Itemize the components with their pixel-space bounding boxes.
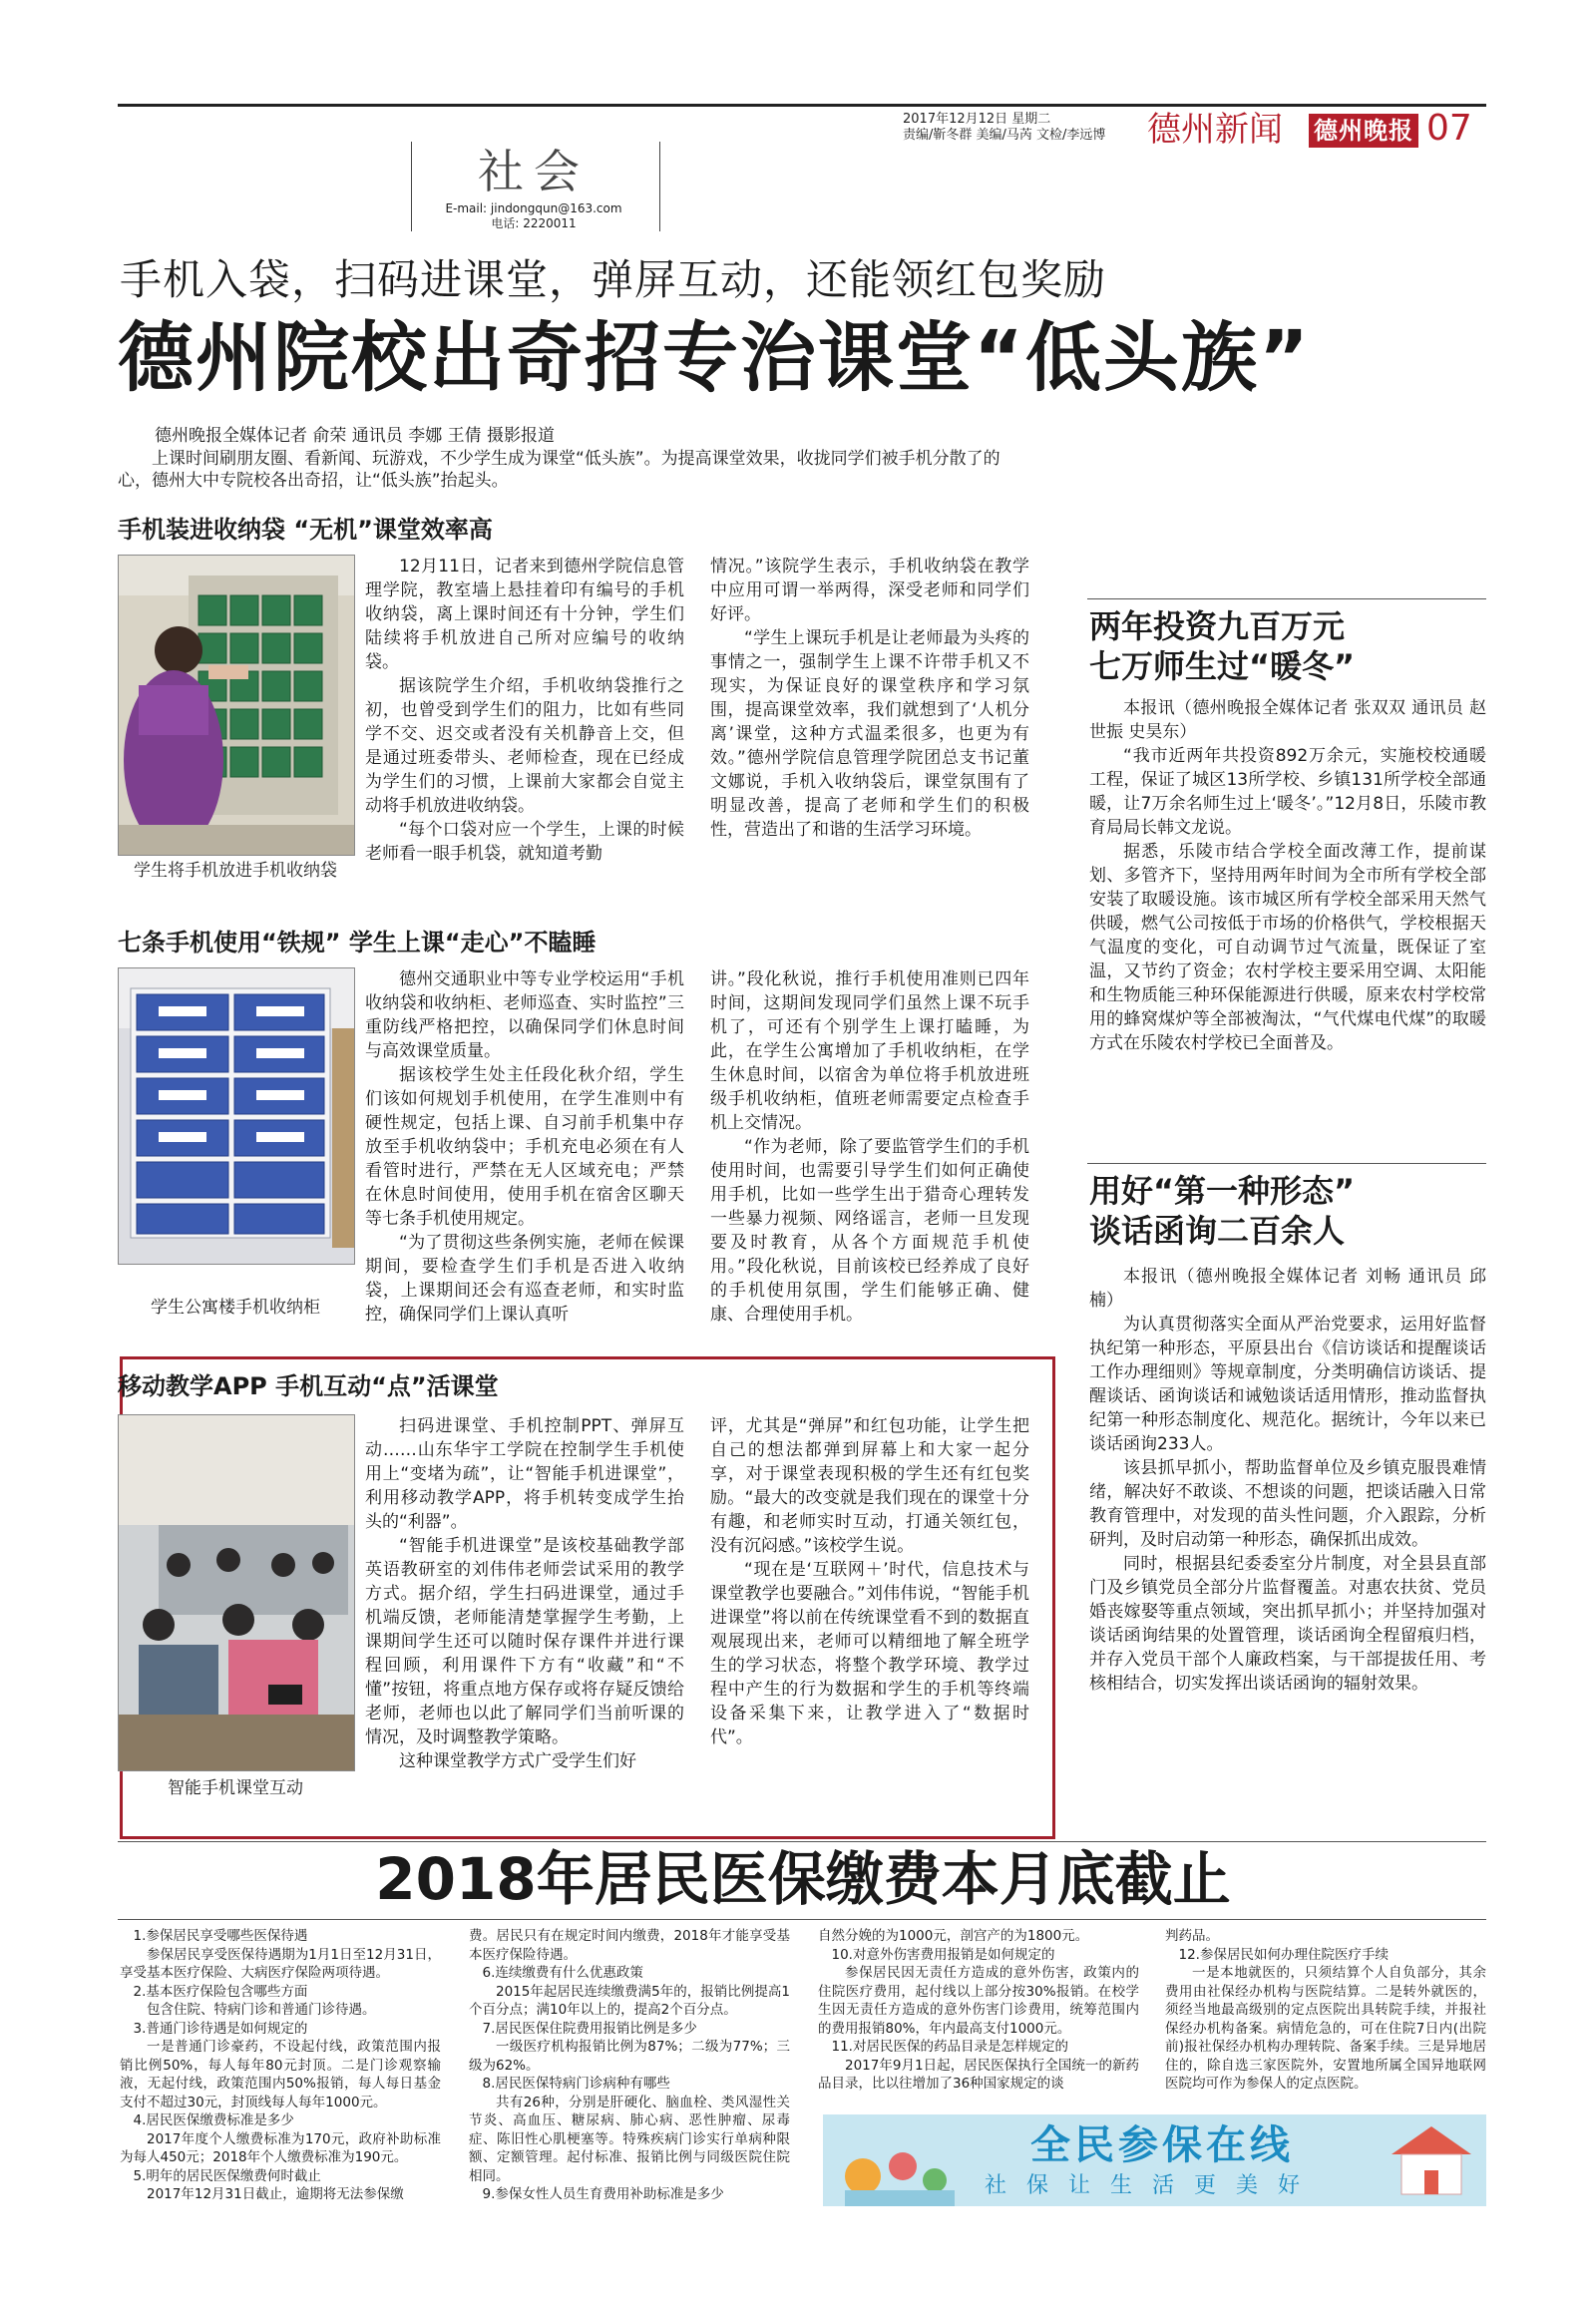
- s2-photo-lockers: [118, 967, 355, 1265]
- article-kicker: 手机入袋，扫码进课堂，弹屏互动，还能领红包奖励: [120, 255, 1107, 304]
- s3-column-1: [365, 1414, 684, 1773]
- b3-a0: 自然分娩的为1000元，剖宫产的为1800元。: [818, 1928, 1089, 1944]
- b3-q2: 11.对居民医保的药品目录是怎样规定的: [831, 2039, 1068, 2055]
- b1-a2: 包含住院、特病门诊和普通门诊待遇。: [147, 2002, 376, 2018]
- s2-c2-p1: 讲。”段化秋说，推行手机使用准则已四年时间，这期间发现同学们虽然上课不玩手机了，可还有个别学生上课打瞌睡，为此，在学生公寓增加了手机收纳柜，在学生休息时间，以宿舍为单位将手机放进班级手机收纳柜，值班老师需要定点检查手机上交情况。: [710, 969, 1029, 1133]
- s1-column-1: [365, 555, 684, 866]
- newspaper-logo: 德州晚报: [1309, 114, 1418, 148]
- article-byline: 德州晚报全媒体记者 俞荣 通讯员 李娜 王倩 摄影报道: [155, 426, 556, 446]
- s3-photo-caption: 智能手机课堂互动: [168, 1778, 303, 1798]
- s2-column-2: [710, 967, 1029, 1327]
- b4-q1: 12.参保居民如何办理住院医疗手续: [1178, 1946, 1389, 1963]
- s3-c2-p1: 评，尤其是“弹屏”和红包功能，让学生把自己的想法都弹到屏幕上和大家一起分享，对于课堂表现积极的学生还有红包奖励。“最大的改变就是我们现在的课堂十分有趣，和老师实时互动，打通关领红包，没有沉闷感。”该校学生说。: [710, 1416, 1029, 1556]
- bottom-headline-rule: [118, 1919, 1486, 1920]
- s2-c1-p3: “为了贯彻这些条例实施，老师在候课期间，要检查学生们手机是否进入收纳袋，上课期间还会有巡查老师，和实时监控，确保同学们上课认真听: [365, 1233, 684, 1325]
- b1-a1: 参保居民享受医保待遇期为1月1日至12月31日，享受基本医疗保险、大病医疗保险两项待遇。: [120, 1946, 441, 1981]
- b1-q2: 2.基本医疗保险包含哪些方面: [133, 1983, 308, 2000]
- b1-q3: 3.普通门诊待遇是如何规定的: [133, 2020, 308, 2037]
- bottom-column-1: [120, 1927, 441, 2204]
- b3-a1: 参保居民因无责任方造成的意外伤害，政策内的住院医疗费用，起付线以上部分按30%报销。在校学生因无责任方造成的意外伤害门诊费用，统筹范围内的费用报销80%，年内最高支付1000元。: [818, 1965, 1139, 2037]
- bottom-column-3: [818, 1927, 1139, 2094]
- article-intro: 上课时间刷朋友圈、看新闻、玩游戏，不少学生成为课堂“低头族”。为提高课堂效果，收拢同学们被手机分散了的心，德州大中专院校各出奇招，让“低头族”抬起头。: [118, 449, 1000, 491]
- section-email[interactable]: E-mail: jindongqun@163.com: [445, 201, 622, 215]
- s1-c1-p1: 12月11日，记者来到德州学院信息管理学院，教室墙上悬挂着印有编号的手机收纳袋，离上课时间还有十分钟，学生们陆续将手机放进自己所对应编号的收纳袋。: [365, 557, 684, 672]
- s3-c2-p2: “现在是‘互联网＋’时代，信息技术与课堂教学也要融合。”刘伟伟说，“智能手机进课堂”将以前在传统课堂看不到的数据直观展现出来，老师可以精细地了解全班学生的学习状态，将整个教学环境、教学过程中产生的行为数据和学生的手机等终端设备采集下来，让教学进入了“数据时代”。: [710, 1560, 1029, 1747]
- side1-title-line1: 两年投资九百万元: [1089, 607, 1346, 645]
- s1-photo-caption: 学生将手机放进手机收纳袋: [134, 861, 337, 881]
- s3-c1-p3: 这种课堂教学方式广受学生们好: [399, 1751, 636, 1771]
- bottom-column-2: [469, 1927, 790, 2204]
- side2-top-rule: [1087, 1163, 1486, 1164]
- article-headline: 德州院校出奇招专治课堂“低头族”: [118, 313, 1311, 402]
- s1-c1-p2: 据该院学生介绍，手机收纳袋推行之初，也曾受到学生们的阻力，比如有些同学不交、迟交或者没有关机静音上交，但是通过班委带头、老师检查，现在已经成为学生们的习惯，上课前大家都会自觉主动将手机放进收纳袋。: [365, 676, 684, 816]
- side2-byline: 本报讯（德州晚报全媒体记者 刘畅 通讯员 邱楠）: [1089, 1267, 1486, 1311]
- b2-a3: 共有26种，分别是肝硬化、脑血栓、类风湿性关节炎、高血压、糖尿病、肺心病、恶性肿瘤、尿毒症、陈旧性心肌梗塞等。特殊疾病门诊实行单病种限额、定额管理。起付标准、报销比例与同级医院住院相同。: [469, 2094, 790, 2184]
- s1-photo-pouches: [118, 555, 355, 856]
- side2-title-line2: 谈话函询二百余人: [1089, 1212, 1346, 1250]
- s1-column-2: [710, 555, 1029, 842]
- s1-subheading: 手机装进收纳袋 “无机”课堂效率高: [118, 516, 493, 544]
- b1-q1: 1.参保居民享受哪些医保待遇: [133, 1928, 308, 1944]
- masthead-section-name: 德州新闻: [1147, 110, 1283, 150]
- b3-q1: 10.对意外伤害费用报销是如何规定的: [831, 1946, 1055, 1963]
- b1-a4: 2017年度个人缴费标准为170元，政府补助标准为每人450元；2018年个人缴费标准为190元。: [120, 2130, 441, 2165]
- b2-a0: 费。居民只有在规定时间内缴费，2018年才能享受基本医疗保险待遇。: [469, 1928, 790, 1963]
- s1-c1-p3: “每个口袋对应一个学生，上课的时候老师看一眼手机袋，就知道考勤: [365, 820, 684, 864]
- b2-q2: 7.居民医保住院费用报销比例是多少: [482, 2020, 697, 2037]
- side1-top-rule: [1087, 598, 1486, 599]
- s3-photo-classroom: [118, 1414, 355, 1771]
- b2-a2: 一级医疗机构报销比例为87%；二级为77%；三级为62%。: [469, 2039, 790, 2074]
- b2-q3: 8.居民医保特病门诊病种有哪些: [482, 2076, 670, 2092]
- side1-body: [1089, 696, 1486, 1055]
- masthead-date: 2017年12月12日 星期二: [903, 112, 1051, 127]
- s2-c1-p1: 德州交通职业中等专业学校运用“手机收纳袋和收纳柜、老师巡查、实时监控”三重防线严格把控，以确保同学们休息时间与高效课堂质量。: [365, 969, 684, 1061]
- bottom-headline: 2018年居民医保缴费本月底截止: [375, 1845, 1231, 1913]
- s3-c1-p2: “智能手机进课堂”是该校基础教学部英语教研室的刘伟伟老师尝试采用的教学方式。据介绍，学生扫码进课堂，通过手机端反馈，老师能清楚掌握学生考勤，上课期间学生还可以随时保存课件并进行课程回顾，利用课件下方有“收藏”和“不懂”按钮，将重点地方保存或将存疑反馈给老师，老师也以此了解同学们当前听课的情况，及时调整教学策略。: [365, 1536, 684, 1747]
- bottom-column-4: [1165, 1927, 1486, 2094]
- s3-column-2: [710, 1414, 1029, 1749]
- masthead-rule: [118, 104, 1486, 107]
- side1-p2: 据悉，乐陵市结合学校全面改薄工作，提前谋划、多管齐下，坚持用两年时间为全市所有学校全部安装了取暖设施。该市城区所有学校全部采用天然气供暖，燃气公司按低于市场的价格供气，学校根据天气温度的变化，可自动调节过气流量，既保证了室温，又节约了资金；农村学校主要采用空调、太阳能和生物质能三种环保能源进行供暖，原来农村学校常用的蜂窝煤炉等全部被淘汰，“气代煤电代煤”的取暖方式在乐陵农村学校已全面普及。: [1089, 842, 1486, 1053]
- b1-a5: 2017年12月31日截止，逾期将无法参保缴: [147, 2186, 404, 2202]
- b1-q4: 4.居民医保缴费标准是多少: [133, 2112, 294, 2128]
- side1-title-line2: 七万师生过“暖冬”: [1089, 647, 1356, 685]
- b1-a3: 一是普通门诊豪药，不设起付线，政策范围内报销比例50%，每人每年80元封顶。二是门诊观察输液，无起付线，政策范围内50%报销，每人每日基金支付不超过30元，封顶线每人每年1000元。: [120, 2039, 441, 2110]
- page-number: 07: [1426, 108, 1472, 149]
- side2-p3: 同时，根据县纪委委室分片制度，对全县县直部门及乡镇党员全部分片监督覆盖。对惠农扶贫、党员婚丧嫁娶等重点领域，突出抓早抓小；并坚持加强对谈话函询结果的处置管理，谈话函询全程留痕归档，并存入党员干部个人廉政档案，与干部提拔任用、考核相结合，切实发挥出谈话函询的辐射效果。: [1089, 1554, 1486, 1694]
- s2-subheading: 七条手机使用“铁规” 学生上课“走心”不瞌睡: [118, 929, 597, 957]
- s1-c2-p1: 情况。”该院学生表示，手机收纳袋在教学中应用可谓一举两得，深受老师和同学们好评。: [710, 557, 1029, 624]
- side1-p1: “我市近两年共投资892万余元，实施校校通暖工程，保证了城区13所学校、乡镇131所学校全部通暖，让7万余名师生过上‘暖冬’。”12月8日，乐陵市教育局局长韩文龙说。: [1089, 746, 1486, 838]
- b3-a2: 2017年9月1日起，居民医保执行全国统一的新药品目录，比以往增加了36种国家规定的谈: [818, 2057, 1139, 2092]
- banner-slogan: 社保让生活更美好: [984, 2173, 1320, 2198]
- b4-a0: 判药品。: [1165, 1928, 1219, 1944]
- b1-q5: 5.明年的居民医保缴费何时截止: [133, 2167, 321, 2184]
- b2-q4: 9.参保女性人员生育费用补助标准是多少: [482, 2186, 724, 2202]
- side2-body: [1089, 1265, 1486, 1696]
- s2-c1-p2: 据该校学生处主任段化秋介绍，学生们该如何规划手机使用，在学生准则中有硬性规定，包括上课、自习前手机集中存放至手机收纳袋中；手机充电必须在有人看管时进行，严禁在无人区域充电；严禁在休息时间使用，使用手机在宿舍区聊天等七条手机使用规定。: [365, 1065, 684, 1229]
- b2-a1: 2015年起居民连续缴费满5年的，报销比例提高1个百分点；满10年以上的，提高2个百分点。: [469, 1983, 790, 2018]
- bottom-top-rule: [118, 1841, 1486, 1842]
- s2-c2-p2: “作为老师，除了要监管学生们的手机使用时间，也需要引导学生们如何正确使用手机，比如一些学生出于猎奇心理转发一些暴力视频、网络谣言，老师一旦发现要及时教育，从各个方面规范手机使用。”段化秋说，目前该校已经养成了良好的手机使用氛围，学生们能够正确、健康、合理使用手机。: [710, 1137, 1029, 1325]
- s1-c2-p2: “学生上课玩手机是让老师最为头疼的事情之一，强制学生上课不许带手机又不现实，为保证良好的课堂秩序和学习氛围，提高课堂效率，我们就想到了‘人机分离’课堂，这种方式温柔很多，也更为有效。”德州学院信息管理学院团总支书记董文娜说，手机入收纳袋后，课堂氛围有了明显改善，提高了老师和学生们的积极性，营造出了和谐的生活学习环境。: [710, 628, 1029, 840]
- masthead-editors: 责编/靳冬群 美编/马芮 文检/李远博: [903, 128, 1106, 143]
- section-title: 社会: [478, 145, 590, 198]
- s2-photo-caption: 学生公寓楼手机收纳柜: [151, 1298, 320, 1318]
- s3-subheading: 移动教学APP 手机互动“点”活课堂: [118, 1372, 499, 1400]
- side2-p1: 为认真贯彻落实全面从严治党要求，运用好监督执纪第一种形态，平原县出台《信访谈话和提醒谈话工作办理细则》等规章制度，分类明确信访谈话、提醒谈话、函询谈话和诫勉谈话适用情形，推动监督执纪第一种形态制度化、规范化。据统计，今年以来已谈话函询233人。: [1089, 1315, 1486, 1454]
- banner-title: 全民参保在线: [1030, 2122, 1294, 2168]
- b4-a1: 一是本地就医的，只须结算个人自负部分，其余费用由社保经办机构与医院结算。二是转外就医的，须经当地最高级别的定点医院出具转院手续，并报社保经办机构备案。病情危急的，可在住院7日内(出院前)报社保经办机构办理转院、备案手续。三是异地居住的，除自选三家医院外，安置地所属全国异地联网医院均可作为参保人的定点医院。: [1165, 1965, 1486, 2092]
- side2-title-line1: 用好“第一种形态”: [1089, 1172, 1356, 1210]
- b2-q1: 6.连续缴费有什么优惠政策: [482, 1965, 643, 1981]
- s3-c1-p1: 扫码进课堂、手机控制PPT、弹屏互动……山东华宇工学院在控制学生手机使用上“变堵为疏”，让“智能手机进课堂”，利用移动教学APP，将手机转变成学生抬头的“利器”。: [365, 1416, 684, 1532]
- side2-p2: 该县抓早抓小，帮助监督单位及乡镇克服畏难情绪，解决好不敢谈、不想谈的问题，把谈话融入日常教育管理中，对发现的苗头性问题，介入跟踪，分析研判，及时启动第一种形态，确保抓出成效。: [1089, 1458, 1486, 1550]
- s2-column-1: [365, 967, 684, 1327]
- section-phone: 电话: 2220011: [491, 216, 577, 230]
- insurance-banner: [823, 2114, 1486, 2206]
- side1-byline: 本报讯（德州晚报全媒体记者 张双双 通讯员 赵世振 史昊东）: [1089, 698, 1486, 742]
